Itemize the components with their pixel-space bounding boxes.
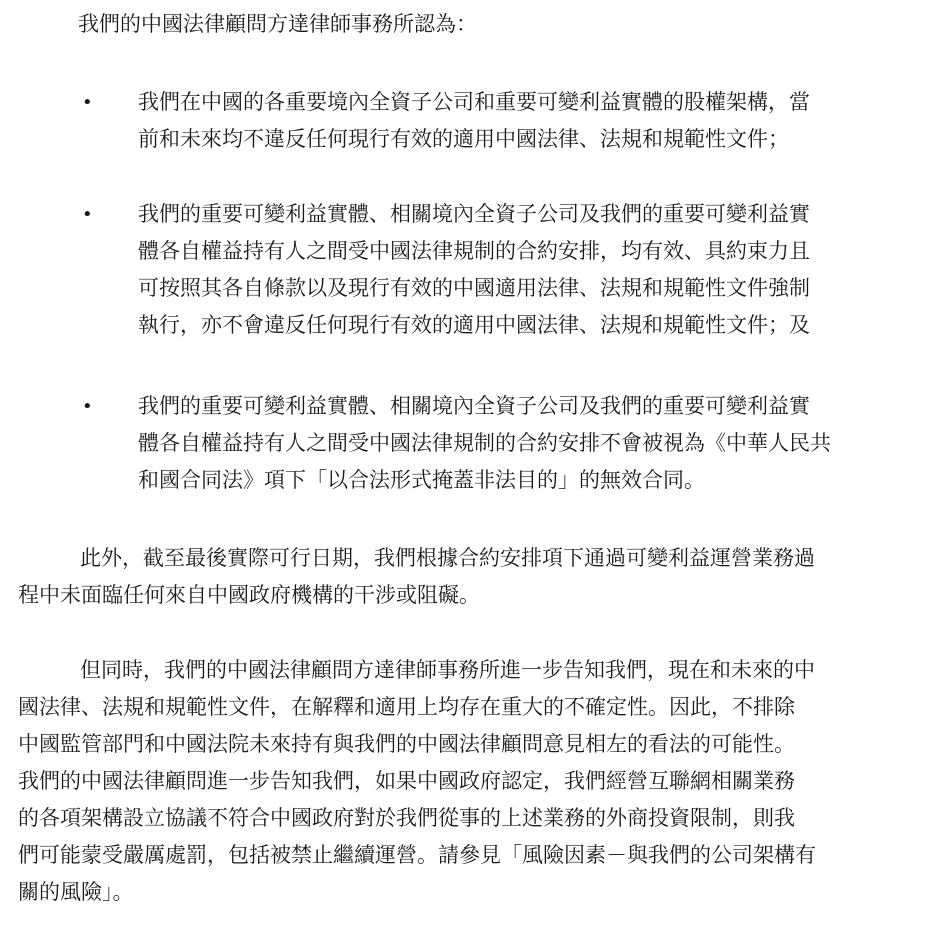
text-line: 但同時，我們的中國法律顧問方達律師事務所進一步告知我們，現在和未來的中	[80, 658, 815, 682]
text-line: 關的風險」。	[18, 880, 134, 904]
text-line: 和國合同法》項下「以合法形式掩蓋非法目的」的無效合同。	[138, 468, 705, 492]
text-line: 此外，截至最後實際可行日期，我們根據合約安排項下通過可變利益運營業務過	[80, 546, 815, 570]
paragraph	[18, 540, 938, 614]
text-line: 我們的重要可變利益實體、相關境內全資子公司及我們的重要可變利益實	[138, 202, 810, 226]
text-line: 中國監管部門和中國法院未來持有與我們的中國法律顧問意見相左的看法的可能性。	[18, 732, 795, 756]
text-line: 我們的中國法律顧問進一步告知我們，如果中國政府認定，我們經營互聯網相關業務	[18, 769, 795, 793]
text-line: 們可能蒙受嚴厲處罰，包括被禁止繼續運營。請參見「風險因素－與我們的公司架構有	[18, 843, 816, 867]
paragraph	[18, 652, 938, 911]
text-line: 國法律、法規和規範性文件，在解釋和適用上均存在重大的不確定性。因此，不排除	[18, 695, 795, 719]
text-line: 體各自權益持有人之間受中國法律規制的合約安排，均有效、具約束力且	[138, 239, 810, 263]
text-line: 我們在中國的各重要境內全資子公司和重要可變利益實體的股權架構，當	[138, 90, 810, 114]
bullet-marker: •	[82, 204, 93, 225]
text-line: 我們的重要可變利益實體、相關境內全資子公司及我們的重要可變利益實	[138, 394, 810, 418]
bullet-text	[138, 84, 938, 158]
text-line: 前和未來均不違反任何現行有效的適用中國法律、法規和規範性文件；	[138, 127, 789, 151]
bullet-text	[138, 196, 938, 344]
text-line: 執行，亦不會違反任何現行有效的適用中國法律、法規和規範性文件；及	[138, 313, 810, 337]
bullet-text	[138, 388, 938, 499]
bullet-marker: •	[82, 92, 93, 113]
text-line: 程中未面臨任何來自中國政府機構的干涉或阻礙。	[18, 583, 480, 607]
text-line: 可按照其各自條款以及現行有效的中國適用法律、法規和規範性文件強制	[138, 276, 810, 300]
text-line: 體各自權益持有人之間受中國法律規制的合約安排不會被視為《中華人民共	[138, 431, 831, 455]
bullet-marker: •	[82, 396, 93, 417]
text-line: 的各項架構設立協議不符合中國政府對於我們從事的上述業務的外商投資限制，則我	[18, 806, 795, 830]
intro-line: 我們的中國法律顧問方達律師事務所認為：	[78, 12, 477, 36]
